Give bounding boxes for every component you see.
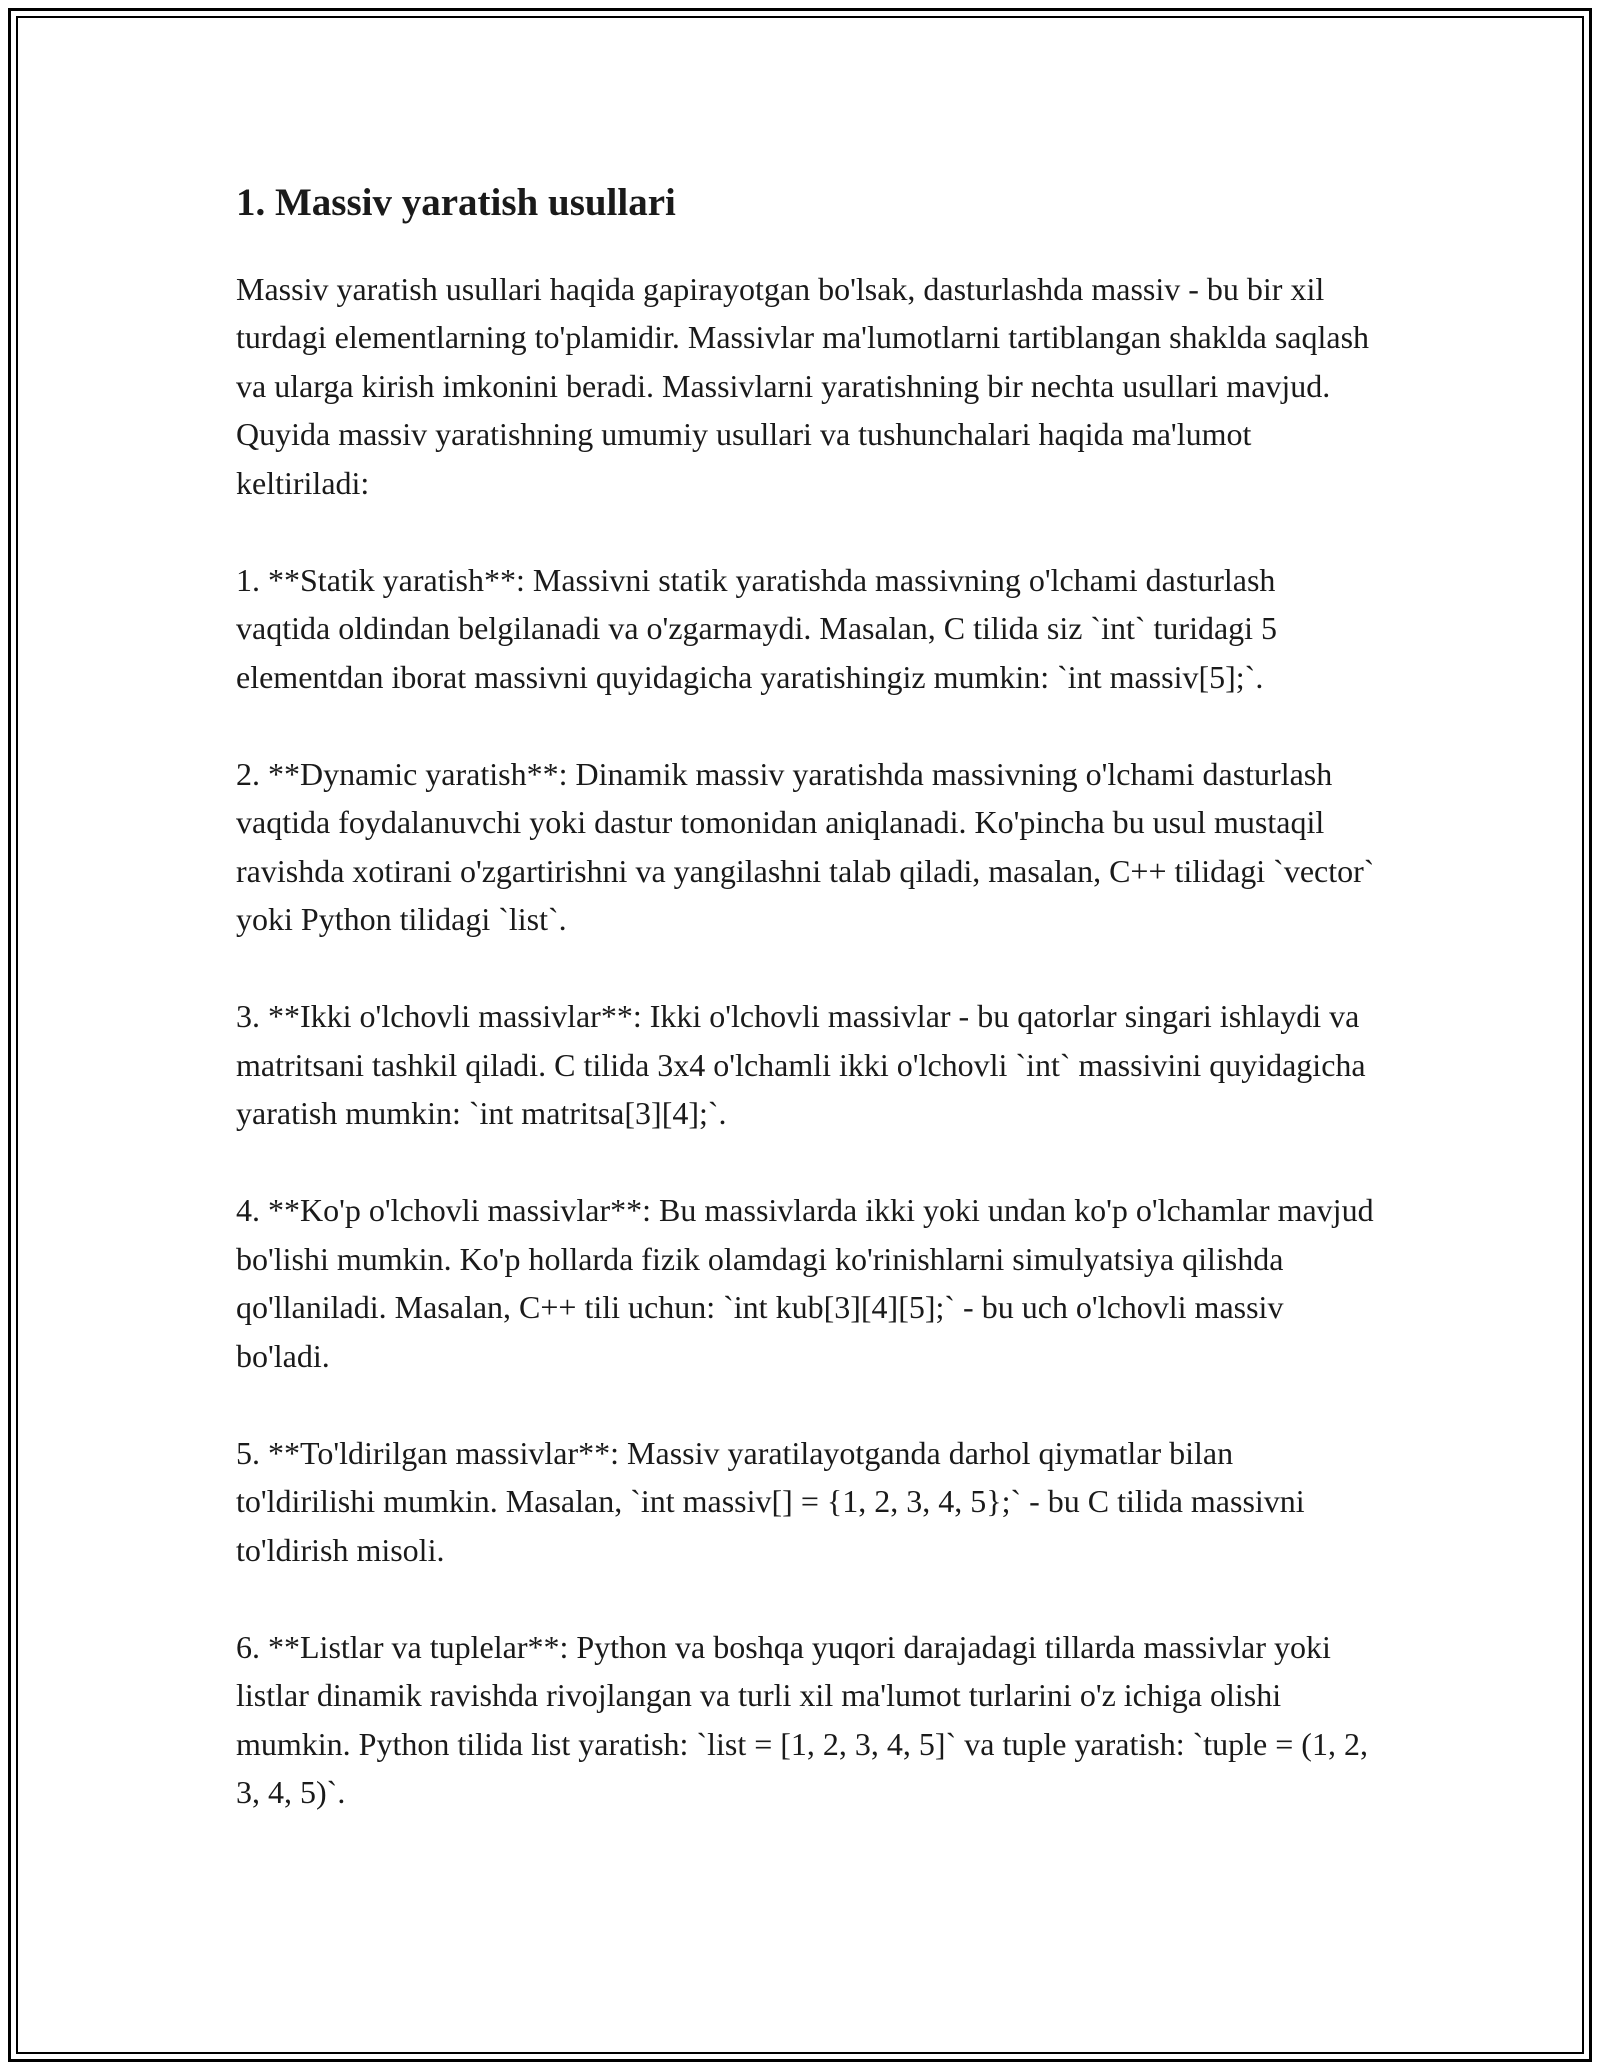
list-item-static: 1. **Statik yaratish**: Massivni statik yaratishda massivning o'lchami dasturlash vaqtida oldindan belgilanadi va o'zgarmaydi. Masalan, C tilida siz `int` turidagi 5 elementdan iborat massivni quyidagicha yaratishingiz mumkin: `int massiv[5];`. — [236, 561, 1278, 695]
list-item-initialized: 5. **To'ldirilgan massivlar**: Massiv yaratilayotganda darhol qiymatlar bilan to'ldirilishi mumkin. Masalan, `int massiv[] = {1, 2, 3, 4, 5};` - bu C tilida massivni to'ldirish misoli. — [236, 1434, 1305, 1568]
list-item-two-dimensional: 3. **Ikki o'lchovli massivlar**: Ikki o'lchovli massivlar - bu qatorlar singari ishlaydi va matritsani tashkil qiladi. C tilida 3x4 o'lchamli ikki o'lchovli `int` massivini quyidagicha yaratish mumkin: `int matritsa[3][4];`. — [236, 998, 1366, 1132]
document-body — [236, 178, 1376, 1865]
list-item-multi-dimensional: 4. **Ko'p o'lchovli massivlar**: Bu massivlarda ikki yoki undan ko'p o'lchamlar mavjud bo'lishi mumkin. Ko'p hollarda fizik olamdagi ko'rinishlarni simulyatsiya qilishda qo'llaniladi. Masalan, C++ tili uchun: `int kub[3][4][5];` - bu uch o'lchovli massiv bo'ladi. — [236, 1192, 1374, 1374]
intro-paragraph: Massiv yaratish usullari haqida gapirayotgan bo'lsak, dasturlashda massiv - bu bir xil turdagi elementlarning to'plamidir. Massivlar ma'lumotlarni tartiblangan shaklda saqlash va ularga kirish imkonini beradi. Massivlarni yaratishning bir nechta usullari mavjud. Quyida massiv yaratishning umumiy usullari va tushunchalari haqida ma'lumot keltiriladi: — [236, 270, 1370, 501]
section-heading: 1. Massiv yaratish usullari — [236, 181, 676, 224]
list-item-dynamic: 2. **Dynamic yaratish**: Dinamik massiv yaratishda massivning o'lchami dasturlash vaqtida foydalanuvchi yoki dastur tomonidan aniqlanadi. Ko'pincha bu usul mustaqil ravishda xotirani o'zgartirishni va yangilashni talab qiladi, masalan, C++ tilidagi `vector` yoki Python tilidagi `list`. — [236, 755, 1375, 938]
list-item-lists-tuples: 6. **Listlar va tuplelar**: Python va boshqa yuqori darajadagi tillarda massivlar yoki listlar dinamik ravishda rivojlangan va turli xil ma'lumot turlarini o'z ichiga olishi mumkin. Python tilida list yaratish: `list = [1, 2, 3, 4, 5]` va tuple yaratish: `tuple = (1, 2, 3, 4, 5)`. — [236, 1628, 1368, 1811]
